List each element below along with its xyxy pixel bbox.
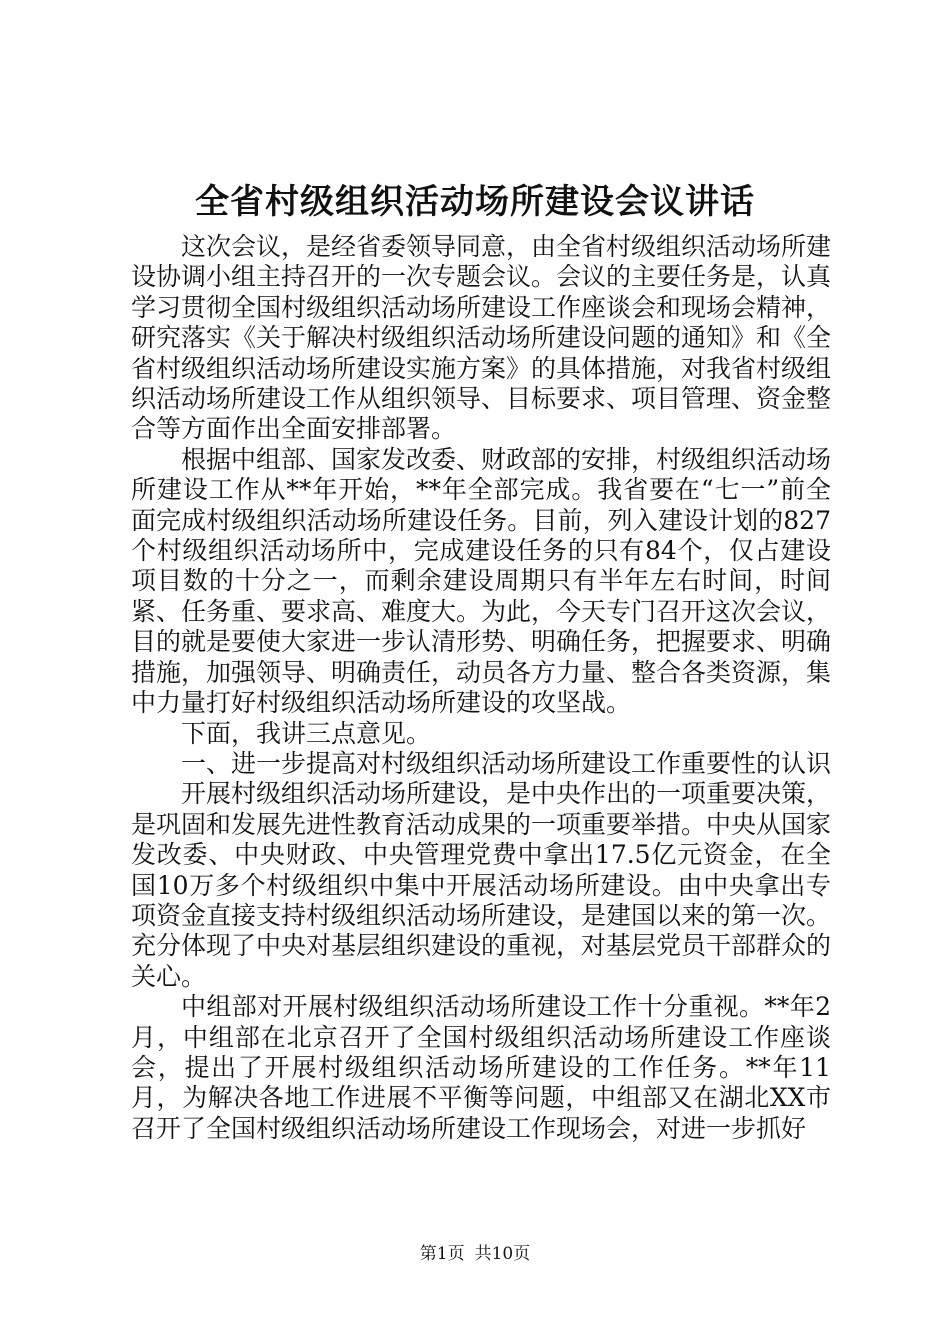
section-heading-1: 一、进一步提高对村级组织活动场所建设工作重要性的认识 bbox=[181, 748, 832, 778]
paragraph-1: 这次会议，是经省委领导同意，由全省村级组织活动场所建设协调小组主持召开的一次专题会议。会议的主要任务是，认真学习贯彻全国村级组织活动场所建设工作座谈会和现场会精神，研究落实《关于解决村级组织活动场所建设问题的通知》和《全省村级组织活动场所建设实施方案》的具体措施，对我省村级组织活动场所建设工作从组织领导、目标要求、项目管理、资金整合等方面作出全面安排部署。 bbox=[131, 232, 832, 444]
page-total: 共10页 bbox=[474, 1244, 531, 1264]
page-footer bbox=[0, 1243, 950, 1265]
paragraph-2: 根据中组部、国家发改委、财政部的安排，村级组织活动场所建设工作从**年开始，**年全部完成。我省要在“七一”前全面完成村级组织活动场所建设任务。目前，列入建设计划的827个村级组织活动场所中，完成建设任务的只有84个，仅占建设项目数的十分之一，而剩余建设周期只有半年左右时间，时间紧、任务重、要求高、难度大。为此，今天专门召开这次会议，目的就是要使大家进一步认清形势、明确任务，把握要求、明确措施，加强领导、明确责任，动员各方力量、整合各类资源，集中力量打好村级组织活动场所建设的攻坚战。 bbox=[131, 444, 832, 718]
paragraph-3: 下面，我讲三点意见。 bbox=[181, 718, 432, 748]
paragraph-4: 开展村级组织活动场所建设，是中央作出的一项重要决策，是巩固和发展先进性教育活动成果的一项重要举措。中央从国家发改委、中央财政、中央管理党费中拿出17.5亿元资金，在全国10万多个村级组织中集中开展活动场所建设。由中央拿出专项资金直接支持村级组织活动场所建设，是建国以来的第一次。充分体现了中央对基层组织建设的重视，对基层党员干部群众的关心。 bbox=[131, 779, 832, 991]
page-number: 第1页 bbox=[419, 1244, 465, 1264]
document-body bbox=[131, 232, 831, 1144]
document-title: 全省村级组织活动场所建设会议讲话 bbox=[195, 182, 755, 222]
paragraph-5: 中组部对开展村级组织活动场所建设工作十分重视。**年2月，中组部在北京召开了全国村级组织活动场所建设工作座谈会，提出了开展村级组织活动场所建设的工作任务。**年11月，为解决各地工作进展不平衡等问题，中组部又在湖北XX市召开了全国村级组织活动场所建设工作现场会，对进一步抓好 bbox=[131, 992, 831, 1143]
